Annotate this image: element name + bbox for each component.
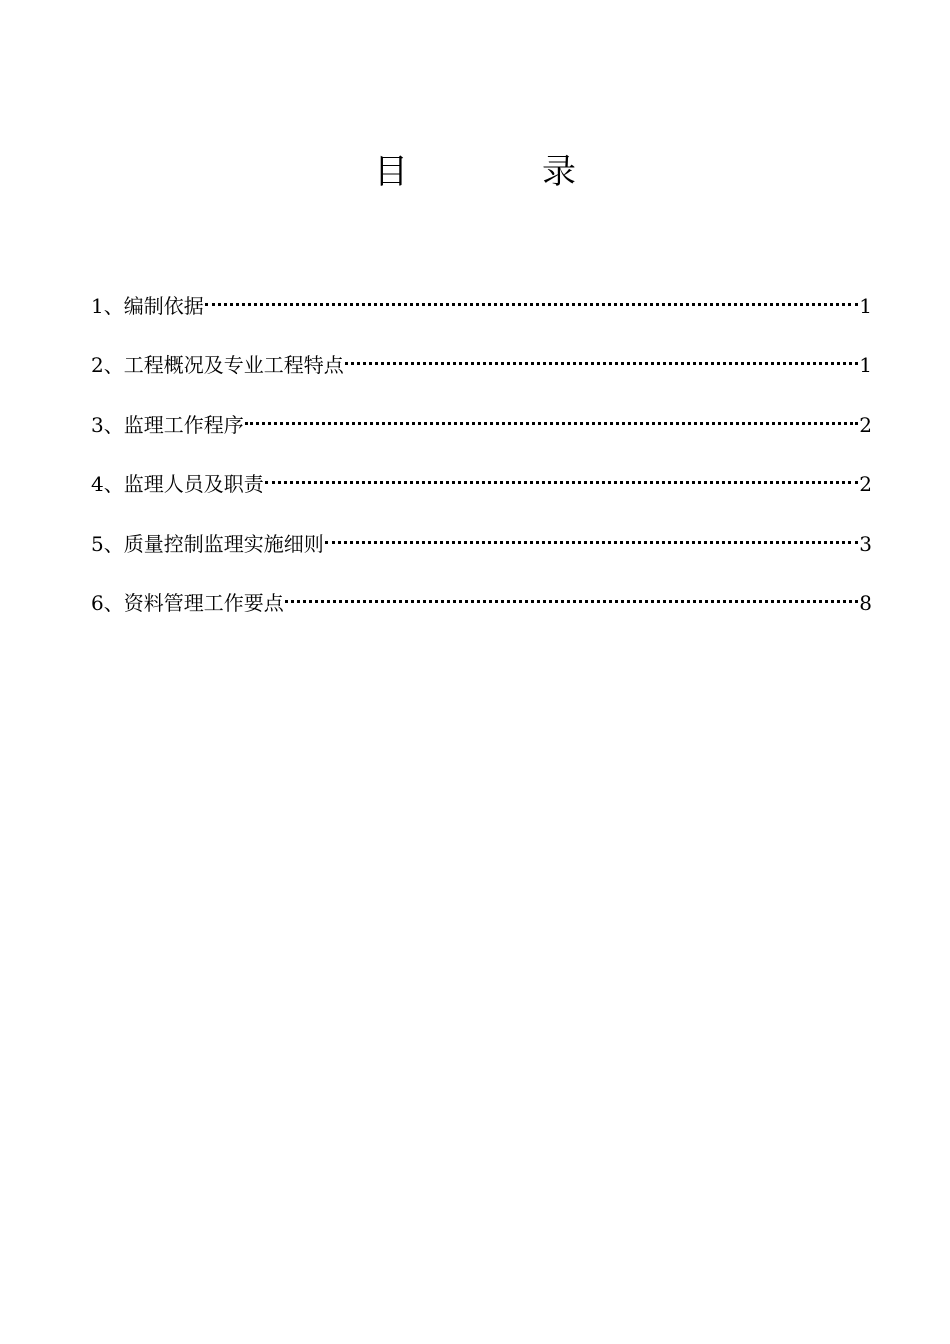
toc-entry-label: 工程概况及专业工程特点 xyxy=(123,353,344,378)
toc-entry-page: 8 xyxy=(859,590,872,615)
toc-entry-number: 2、 xyxy=(91,353,124,378)
toc-title: 目 录 xyxy=(374,152,626,192)
toc-entry-page: 1 xyxy=(859,294,872,318)
dot-leader xyxy=(205,303,859,306)
dot-leader xyxy=(285,600,859,603)
toc-entry[interactable] xyxy=(91,585,872,644)
toc-entry-page: 3 xyxy=(859,531,872,556)
toc-entry-page: 2 xyxy=(859,472,872,497)
toc-entry[interactable] xyxy=(91,466,872,525)
toc-entry-number: 5、 xyxy=(91,531,124,556)
toc-entry-label: 资料管理工作要点 xyxy=(123,590,284,615)
toc-entry[interactable] xyxy=(91,526,872,585)
dot-leader xyxy=(325,541,859,544)
toc-entry-label: 监理工作程序 xyxy=(123,412,244,437)
toc-entry-label: 编制依据 xyxy=(123,294,204,318)
dot-leader xyxy=(265,481,859,484)
toc-entry-label: 质量控制监理实施细则 xyxy=(123,531,324,556)
toc-entry-label: 监理人员及职责 xyxy=(123,472,264,497)
toc-entry-page: 2 xyxy=(859,412,872,437)
toc-entry-number: 4、 xyxy=(91,472,124,497)
toc-entry-number: 3、 xyxy=(91,412,124,437)
toc-entry[interactable] xyxy=(91,407,872,466)
toc-entry[interactable] xyxy=(91,288,872,347)
table-of-contents xyxy=(91,288,872,644)
dot-leader xyxy=(345,362,859,365)
toc-entry-number: 1、 xyxy=(91,294,124,318)
dot-leader xyxy=(245,422,859,425)
toc-entry-number: 6、 xyxy=(91,590,124,615)
toc-entry-page: 1 xyxy=(859,353,872,378)
toc-entry[interactable] xyxy=(91,347,872,406)
